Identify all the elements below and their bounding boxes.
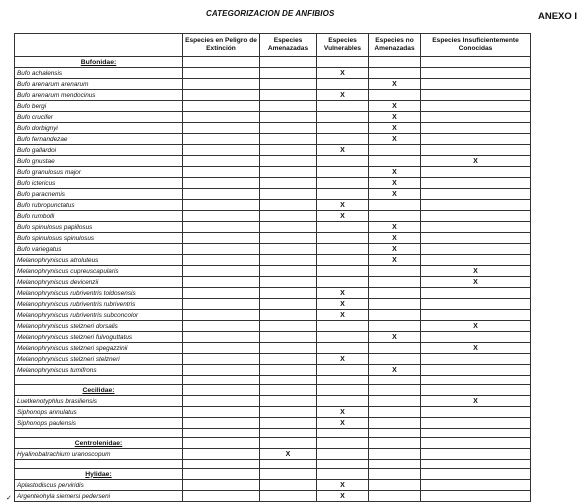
column-header: Especies Vulnerables	[317, 34, 369, 57]
empty-cell	[421, 112, 531, 123]
species-name: Siphonops paulensis	[15, 418, 183, 429]
empty-cell	[369, 277, 421, 288]
empty-cell	[421, 90, 531, 101]
column-header: Especies Amenazadas	[260, 34, 317, 57]
category-mark: X	[369, 134, 421, 145]
empty-cell	[260, 407, 317, 418]
empty-cell	[421, 418, 531, 429]
table-row	[15, 112, 531, 123]
empty-cell	[260, 266, 317, 277]
empty-cell	[317, 332, 369, 343]
species-name: Melanophryniscus devicenzii	[15, 277, 183, 288]
spacer-cell	[369, 460, 421, 469]
species-name: Bufo rubropunctatus	[15, 200, 183, 211]
table-row	[15, 480, 531, 491]
empty-cell	[260, 145, 317, 156]
species-name: Bufo paracnemis	[15, 189, 183, 200]
spacer-cell	[15, 429, 183, 438]
table-row	[15, 299, 531, 310]
empty-cell	[421, 469, 531, 480]
empty-cell	[183, 178, 260, 189]
empty-cell	[317, 123, 369, 134]
empty-cell	[421, 145, 531, 156]
table-row	[15, 68, 531, 79]
empty-cell	[183, 407, 260, 418]
empty-cell	[260, 200, 317, 211]
empty-cell	[369, 480, 421, 491]
empty-cell	[183, 57, 260, 68]
species-name: Melanophryniscus cupreuscapularis	[15, 266, 183, 277]
empty-cell	[260, 385, 317, 396]
empty-cell	[183, 101, 260, 112]
empty-cell	[183, 299, 260, 310]
category-mark: X	[421, 266, 531, 277]
empty-cell	[183, 418, 260, 429]
empty-cell	[317, 255, 369, 266]
empty-cell	[183, 310, 260, 321]
category-mark: X	[369, 178, 421, 189]
category-mark: X	[369, 365, 421, 376]
empty-cell	[260, 123, 317, 134]
empty-cell	[183, 123, 260, 134]
empty-cell	[369, 449, 421, 460]
empty-cell	[183, 255, 260, 266]
category-mark: X	[369, 222, 421, 233]
empty-cell	[183, 365, 260, 376]
empty-cell	[421, 57, 531, 68]
empty-cell	[369, 68, 421, 79]
empty-cell	[183, 68, 260, 79]
species-name: Bufo fernandezae	[15, 134, 183, 145]
table-row	[15, 233, 531, 244]
empty-cell	[421, 288, 531, 299]
empty-cell	[421, 167, 531, 178]
table-row	[15, 321, 531, 332]
category-mark: X	[317, 418, 369, 429]
species-name: Bufo arenarum arenarum	[15, 79, 183, 90]
species-name: Bufo dorbignyi	[15, 123, 183, 134]
empty-cell	[317, 266, 369, 277]
group-name: Hylidae:	[15, 469, 183, 480]
spacer-cell	[183, 429, 260, 438]
species-name: Argenteohyla siemersi pederseni	[15, 491, 183, 502]
empty-cell	[421, 407, 531, 418]
empty-cell	[183, 491, 260, 502]
empty-cell	[183, 480, 260, 491]
category-mark: X	[317, 407, 369, 418]
empty-cell	[369, 321, 421, 332]
empty-cell	[421, 438, 531, 449]
empty-cell	[421, 101, 531, 112]
category-mark: X	[317, 200, 369, 211]
document-title: CATEGORIZACION DE ANFIBIOS	[206, 9, 335, 18]
table-row	[15, 189, 531, 200]
empty-cell	[260, 222, 317, 233]
species-name: Melanophryniscus stelzneri stelzneri	[15, 354, 183, 365]
category-mark: X	[317, 211, 369, 222]
empty-cell	[260, 134, 317, 145]
empty-cell	[317, 112, 369, 123]
empty-cell	[260, 211, 317, 222]
empty-cell	[421, 189, 531, 200]
empty-cell	[317, 156, 369, 167]
empty-cell	[183, 145, 260, 156]
spacer-cell	[260, 460, 317, 469]
table-row	[15, 343, 531, 354]
empty-cell	[369, 288, 421, 299]
species-name: Bufo achalensis	[15, 68, 183, 79]
empty-cell	[260, 79, 317, 90]
species-name: Luetkenotyphlus brasiliensis	[15, 396, 183, 407]
empty-cell	[421, 244, 531, 255]
empty-cell	[317, 365, 369, 376]
empty-cell	[260, 418, 317, 429]
column-header: Especies Insuficientemente Conocidas	[421, 34, 531, 57]
table-row	[15, 288, 531, 299]
group-row	[15, 57, 531, 68]
empty-cell	[369, 145, 421, 156]
species-name: Bufo granulosus major	[15, 167, 183, 178]
spacer-cell	[421, 429, 531, 438]
category-mark: X	[369, 123, 421, 134]
empty-cell	[183, 90, 260, 101]
species-name: Bufo ictericus	[15, 178, 183, 189]
category-mark: X	[317, 480, 369, 491]
species-name: Bufo spinulosus papillosus	[15, 222, 183, 233]
category-mark: X	[317, 68, 369, 79]
empty-cell	[421, 233, 531, 244]
empty-cell	[183, 385, 260, 396]
group-name: Centrolenidae:	[15, 438, 183, 449]
empty-cell	[369, 385, 421, 396]
empty-cell	[421, 385, 531, 396]
empty-cell	[260, 233, 317, 244]
empty-cell	[260, 365, 317, 376]
category-mark: X	[369, 244, 421, 255]
species-name: Melanophryniscus rubriventris subconcolor	[15, 310, 183, 321]
table-row	[15, 449, 531, 460]
table-row	[15, 365, 531, 376]
species-name: Bufo gallardoi	[15, 145, 183, 156]
empty-cell	[260, 101, 317, 112]
empty-cell	[260, 156, 317, 167]
spacer-row	[15, 429, 531, 438]
table-row	[15, 244, 531, 255]
group-row	[15, 385, 531, 396]
empty-cell	[260, 178, 317, 189]
empty-cell	[260, 68, 317, 79]
empty-cell	[183, 189, 260, 200]
empty-cell	[183, 438, 260, 449]
empty-cell	[183, 134, 260, 145]
spacer-cell	[260, 429, 317, 438]
empty-cell	[260, 321, 317, 332]
species-column-header	[15, 34, 183, 57]
column-header: Especies no Amenazadas	[369, 34, 421, 57]
group-row	[15, 469, 531, 480]
empty-cell	[421, 79, 531, 90]
empty-cell	[260, 244, 317, 255]
spacer-row	[15, 460, 531, 469]
category-mark: X	[421, 277, 531, 288]
group-name: Bufonidae:	[15, 57, 183, 68]
table-row	[15, 354, 531, 365]
empty-cell	[317, 438, 369, 449]
spacer-cell	[260, 376, 317, 385]
category-mark: X	[369, 101, 421, 112]
empty-cell	[260, 396, 317, 407]
empty-cell	[260, 469, 317, 480]
table-row	[15, 277, 531, 288]
empty-cell	[260, 288, 317, 299]
empty-cell	[369, 354, 421, 365]
category-mark: X	[317, 288, 369, 299]
empty-cell	[317, 233, 369, 244]
empty-cell	[369, 200, 421, 211]
empty-cell	[421, 310, 531, 321]
empty-cell	[369, 491, 421, 502]
table-row	[15, 266, 531, 277]
empty-cell	[369, 211, 421, 222]
empty-cell	[183, 211, 260, 222]
species-name: Melanophryniscus stelzneri dorsalis	[15, 321, 183, 332]
species-name: Bufo rumbolli	[15, 211, 183, 222]
empty-cell	[183, 321, 260, 332]
scan-mark: ✓	[6, 495, 12, 502]
category-mark: X	[317, 354, 369, 365]
species-name: Melanophryniscus rubriventris toldosensis	[15, 288, 183, 299]
empty-cell	[183, 156, 260, 167]
species-name: Melanophryniscus tumifrons	[15, 365, 183, 376]
table-row	[15, 200, 531, 211]
category-mark: X	[421, 396, 531, 407]
empty-cell	[260, 343, 317, 354]
category-mark: X	[369, 112, 421, 123]
table-row	[15, 167, 531, 178]
empty-cell	[260, 332, 317, 343]
empty-cell	[369, 266, 421, 277]
species-name: Siphonops annulatus	[15, 407, 183, 418]
table-row	[15, 407, 531, 418]
empty-cell	[369, 407, 421, 418]
empty-cell	[421, 200, 531, 211]
spacer-cell	[317, 429, 369, 438]
table-row	[15, 79, 531, 90]
empty-cell	[317, 79, 369, 90]
empty-cell	[369, 57, 421, 68]
empty-cell	[260, 57, 317, 68]
table-row	[15, 178, 531, 189]
empty-cell	[421, 134, 531, 145]
empty-cell	[183, 343, 260, 354]
empty-cell	[260, 112, 317, 123]
species-name: Bufo bergi	[15, 101, 183, 112]
empty-cell	[260, 310, 317, 321]
category-mark: X	[421, 343, 531, 354]
empty-cell	[421, 491, 531, 502]
species-name: Bufo spinulosus spinulosus	[15, 233, 183, 244]
empty-cell	[421, 354, 531, 365]
species-name: Melanophryniscus stelzneri spegazzinii	[15, 343, 183, 354]
empty-cell	[317, 134, 369, 145]
empty-cell	[421, 255, 531, 266]
species-name: Melanophryniscus stelzneri fulvoguttatus	[15, 332, 183, 343]
table-row	[15, 396, 531, 407]
empty-cell	[317, 449, 369, 460]
spacer-cell	[15, 460, 183, 469]
category-mark: X	[421, 321, 531, 332]
empty-cell	[183, 233, 260, 244]
table-row	[15, 255, 531, 266]
empty-cell	[260, 189, 317, 200]
spacer-cell	[317, 460, 369, 469]
empty-cell	[260, 299, 317, 310]
empty-cell	[421, 480, 531, 491]
empty-cell	[317, 244, 369, 255]
category-mark: X	[369, 332, 421, 343]
category-mark: X	[369, 167, 421, 178]
empty-cell	[260, 491, 317, 502]
empty-cell	[183, 396, 260, 407]
empty-cell	[421, 365, 531, 376]
category-mark: X	[317, 90, 369, 101]
table-row	[15, 491, 531, 502]
empty-cell	[260, 480, 317, 491]
annex-label: ANEXO I	[538, 11, 578, 22]
empty-cell	[317, 469, 369, 480]
category-mark: X	[369, 189, 421, 200]
empty-cell	[260, 354, 317, 365]
empty-cell	[183, 200, 260, 211]
table-row	[15, 134, 531, 145]
species-name: Bufo arenarum mendocinus	[15, 90, 183, 101]
category-mark: X	[421, 156, 531, 167]
category-mark: X	[369, 233, 421, 244]
spacer-cell	[421, 376, 531, 385]
category-mark: X	[317, 310, 369, 321]
empty-cell	[260, 277, 317, 288]
empty-cell	[317, 178, 369, 189]
spacer-cell	[183, 376, 260, 385]
category-mark: X	[369, 255, 421, 266]
table-row	[15, 156, 531, 167]
empty-cell	[369, 418, 421, 429]
empty-cell	[260, 167, 317, 178]
amphibian-category-table	[14, 33, 531, 502]
empty-cell	[421, 449, 531, 460]
category-mark: X	[317, 299, 369, 310]
category-mark: X	[369, 79, 421, 90]
empty-cell	[369, 299, 421, 310]
empty-cell	[317, 189, 369, 200]
empty-cell	[369, 469, 421, 480]
empty-cell	[317, 101, 369, 112]
empty-cell	[183, 222, 260, 233]
empty-cell	[183, 167, 260, 178]
empty-cell	[317, 57, 369, 68]
empty-cell	[317, 385, 369, 396]
empty-cell	[183, 112, 260, 123]
category-mark: X	[317, 491, 369, 502]
empty-cell	[317, 396, 369, 407]
empty-cell	[317, 167, 369, 178]
table-row	[15, 418, 531, 429]
empty-cell	[183, 288, 260, 299]
empty-cell	[421, 222, 531, 233]
empty-cell	[421, 123, 531, 134]
table-row	[15, 145, 531, 156]
species-name: Melanophryniscus atroluteus	[15, 255, 183, 266]
empty-cell	[183, 277, 260, 288]
empty-cell	[317, 222, 369, 233]
table-row	[15, 332, 531, 343]
empty-cell	[260, 255, 317, 266]
species-name: Bufo variegatus	[15, 244, 183, 255]
empty-cell	[183, 79, 260, 90]
empty-cell	[183, 449, 260, 460]
empty-cell	[183, 244, 260, 255]
empty-cell	[183, 469, 260, 480]
species-name: Bufo crucifer	[15, 112, 183, 123]
table-row	[15, 123, 531, 134]
spacer-cell	[317, 376, 369, 385]
table-row	[15, 310, 531, 321]
empty-cell	[317, 321, 369, 332]
species-name: Hyalinobatrachium uranoscopum	[15, 449, 183, 460]
table-row	[15, 90, 531, 101]
empty-cell	[317, 277, 369, 288]
empty-cell	[369, 343, 421, 354]
group-row	[15, 438, 531, 449]
empty-cell	[369, 396, 421, 407]
empty-cell	[421, 299, 531, 310]
species-name: Bufo gnustae	[15, 156, 183, 167]
species-name: Melanophryniscus rubriventris rubriventris	[15, 299, 183, 310]
table-row	[15, 211, 531, 222]
spacer-cell	[15, 376, 183, 385]
spacer-cell	[369, 376, 421, 385]
species-name: Aplastodiscus perviridis	[15, 480, 183, 491]
table-row	[15, 222, 531, 233]
column-header: Especies en Peligro de Extinción	[183, 34, 260, 57]
spacer-cell	[421, 460, 531, 469]
table-row	[15, 101, 531, 112]
spacer-cell	[369, 429, 421, 438]
empty-cell	[421, 178, 531, 189]
empty-cell	[369, 310, 421, 321]
table-body	[15, 57, 531, 502]
spacer-row	[15, 376, 531, 385]
empty-cell	[260, 90, 317, 101]
category-mark: X	[317, 145, 369, 156]
spacer-cell	[183, 460, 260, 469]
empty-cell	[369, 156, 421, 167]
empty-cell	[183, 266, 260, 277]
empty-cell	[369, 438, 421, 449]
empty-cell	[369, 90, 421, 101]
empty-cell	[421, 211, 531, 222]
empty-cell	[317, 343, 369, 354]
table-header-row	[15, 34, 531, 57]
empty-cell	[421, 68, 531, 79]
empty-cell	[183, 354, 260, 365]
group-name: Cecilidae:	[15, 385, 183, 396]
category-mark: X	[260, 449, 317, 460]
empty-cell	[260, 438, 317, 449]
empty-cell	[421, 332, 531, 343]
empty-cell	[183, 332, 260, 343]
